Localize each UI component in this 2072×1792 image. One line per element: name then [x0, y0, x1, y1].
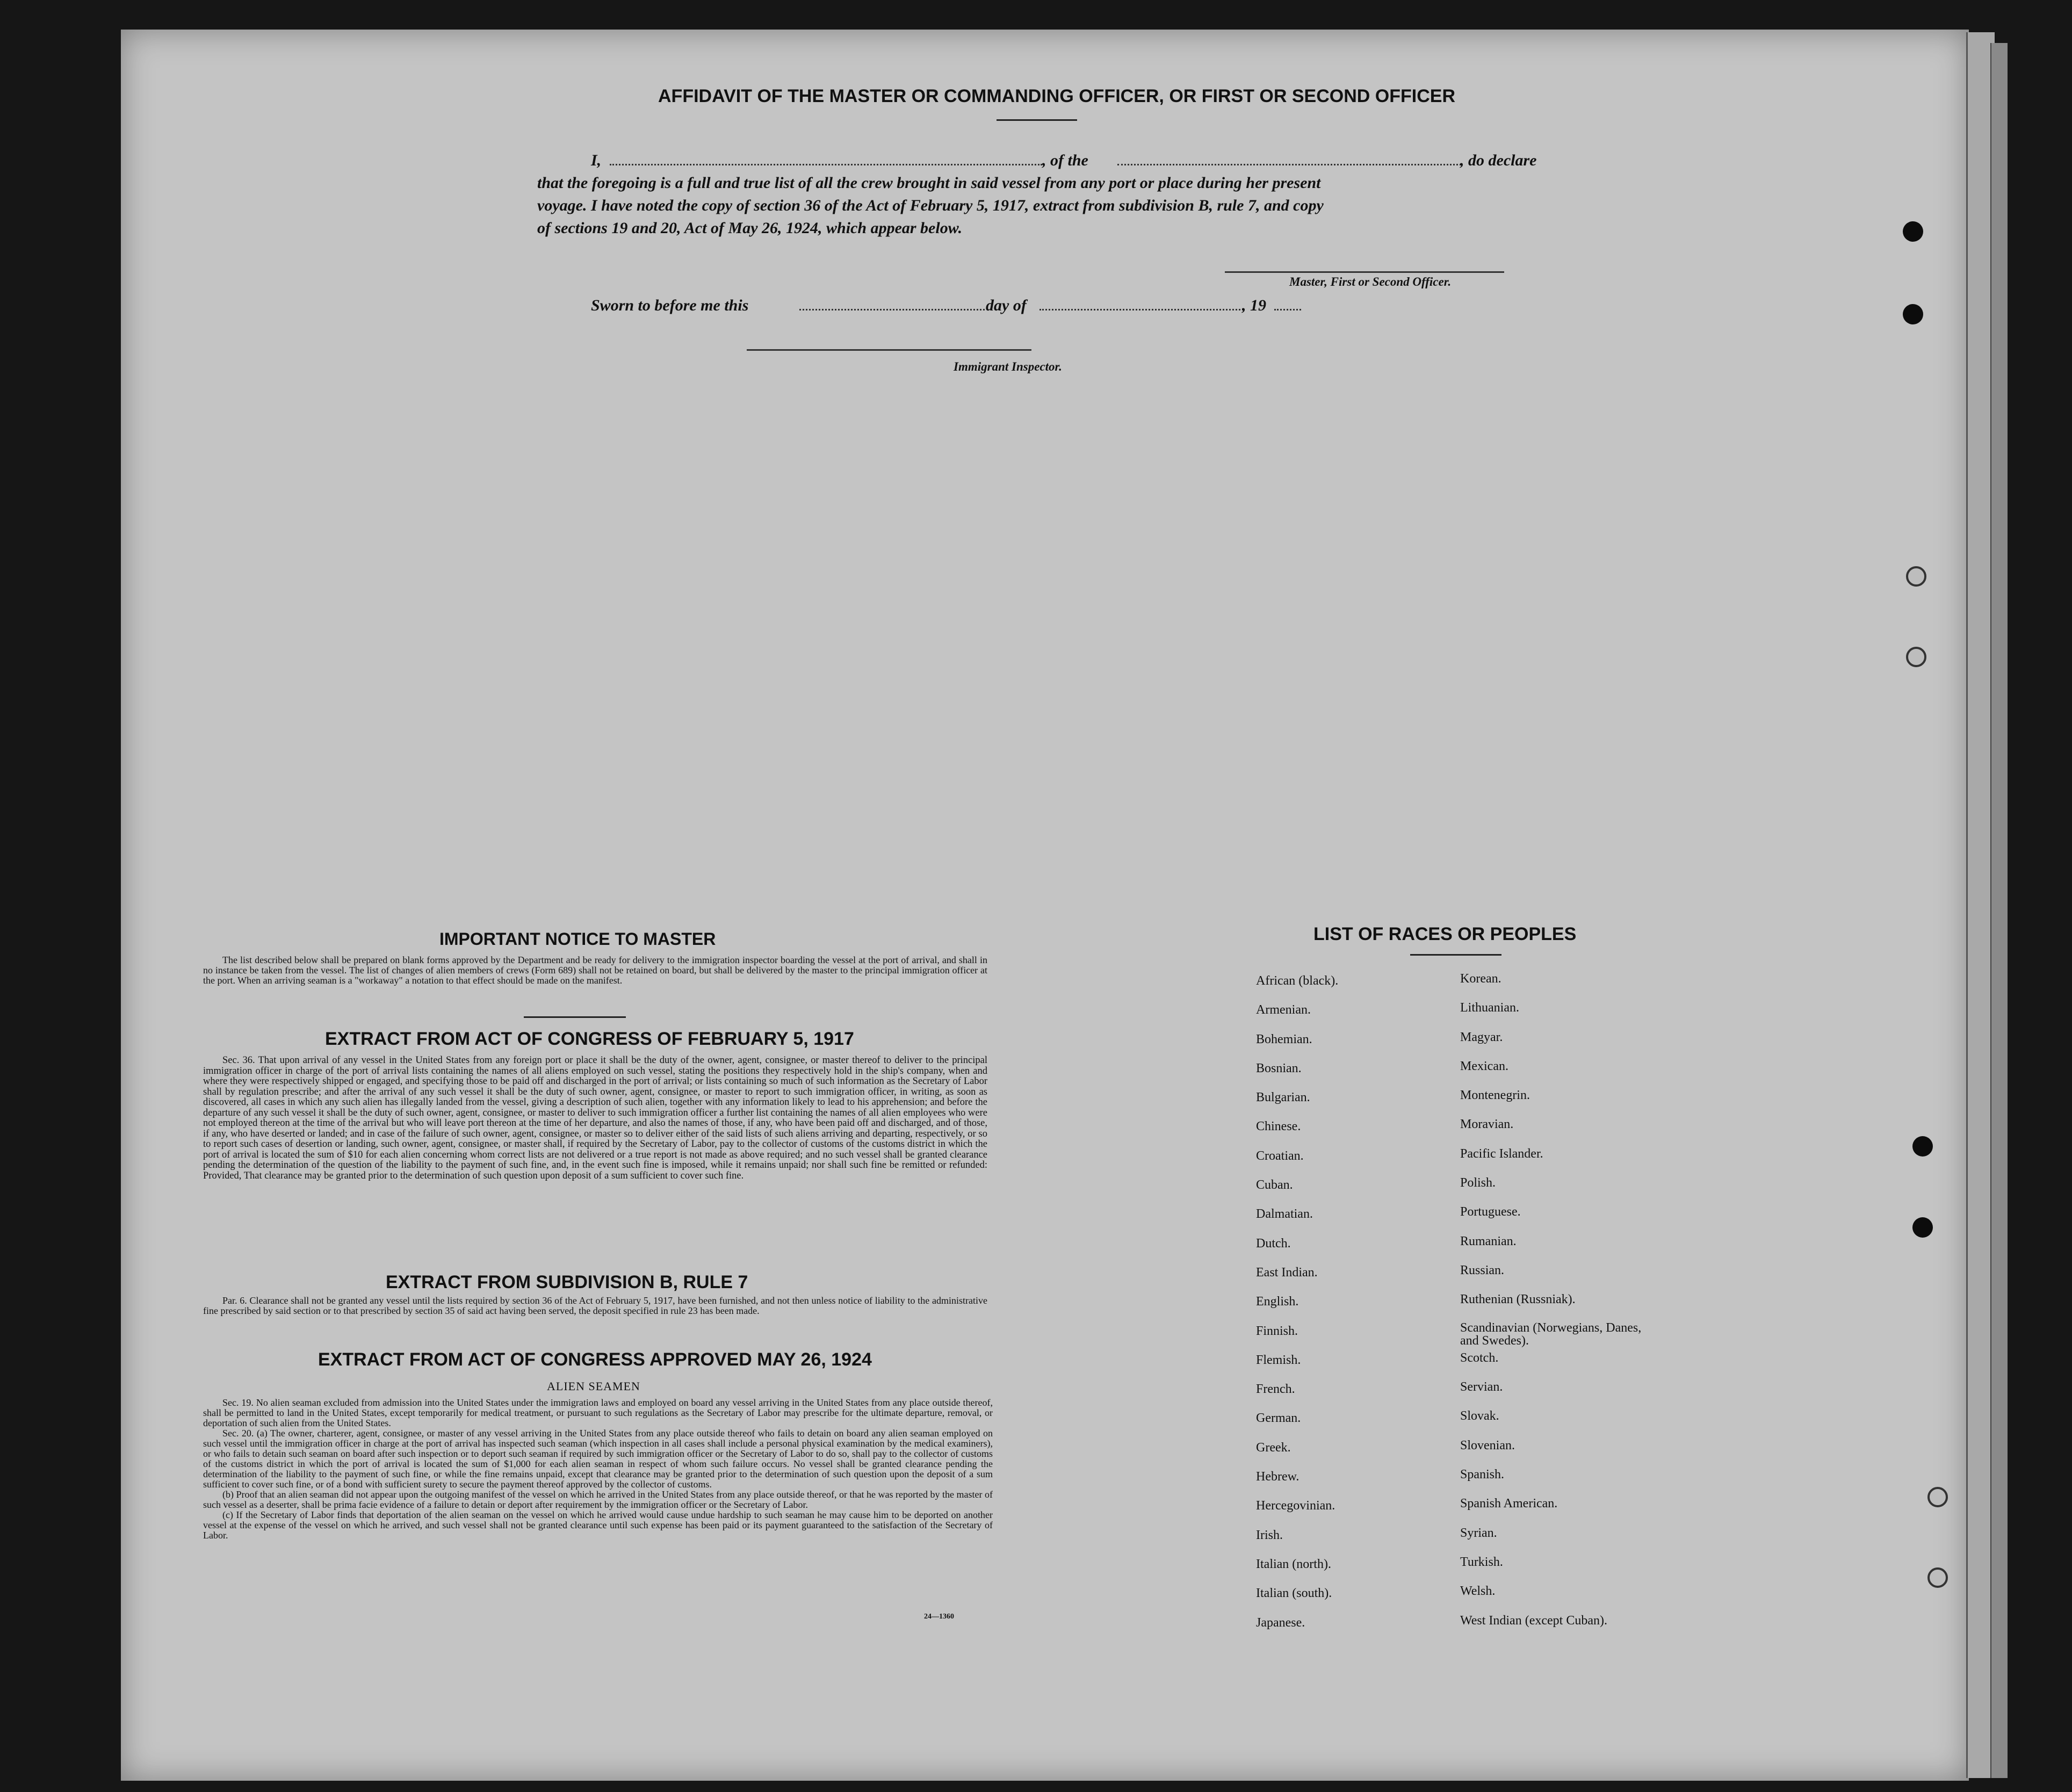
section-20a: Sec. 20. (a) The owner, charterer, agent, consignee, or master of any vessel arriving in the United States from any place outside thereof who fails to detain on board any alien seaman employed on such vessel until the immigration officer in charge at the port of arrival has inspected such seaman (which inspection in all cases shall include a personal physical examination by the medical examiners), or who fails to detain such seaman on board after such inspection or to deport such seaman if required by such immigration officer or the Secretary of Labor to do so, shall pay to the collector of customs of the customs district in which the port of arrival is located the sum of $1,000 for each alien seaman in respect of whom such failure occurs. No vessel shall be granted clearance pending the determination of the liability to the payment of such fine, or while the fine remains unpaid, except that clearance may be granted prior to the determination of such question upon the deposit of a sum sufficient to cover such fine, or of a bond with sufficient surety to secure the payment thereof approved by the collector of customs. — [203, 1428, 993, 1490]
punch-hole-icon — [1927, 1487, 1948, 1507]
divider — [1410, 954, 1501, 956]
extract-1917-title: EXTRACT FROM ACT OF CONGRESS OF FEBRUARY 5, 1917 — [325, 1029, 854, 1049]
punch-hole-icon — [1906, 566, 1926, 587]
form-code: 24—1360 — [924, 1613, 954, 1621]
race-item: Servian. — [1460, 1380, 1503, 1394]
race-item: Bohemian. — [1256, 1032, 1312, 1046]
race-item: Chinese. — [1256, 1119, 1301, 1134]
race-item: Irish. — [1256, 1528, 1283, 1542]
race-item: Rumanian. — [1460, 1234, 1517, 1248]
race-item: Scandinavian (Norwegians, Danes, and Swedes). — [1460, 1320, 1642, 1348]
race-item: Italian (north). — [1256, 1557, 1331, 1571]
race-item: Slovak. — [1460, 1409, 1499, 1424]
sworn-label: Sworn to before me this — [591, 297, 749, 314]
race-item: West Indian (except Cuban). — [1460, 1613, 1607, 1628]
race-item: Mexican. — [1460, 1059, 1508, 1073]
race-item: Croatian. — [1256, 1148, 1304, 1163]
race-item: French. — [1256, 1382, 1295, 1397]
notice-title: IMPORTANT NOTICE TO MASTER — [439, 929, 716, 949]
race-item: African (black). — [1256, 974, 1339, 988]
race-item: Hebrew. — [1256, 1470, 1299, 1484]
sworn-date-field[interactable] — [799, 309, 985, 310]
divider — [524, 1016, 626, 1018]
punch-hole-icon — [1903, 221, 1923, 242]
race-item: German. — [1256, 1411, 1301, 1426]
race-item: Syrian. — [1460, 1526, 1497, 1540]
race-item: Spanish American. — [1460, 1497, 1558, 1511]
race-item: Italian (south). — [1256, 1586, 1332, 1601]
vessel-field[interactable] — [1117, 164, 1461, 165]
race-item: Russian. — [1460, 1263, 1505, 1277]
sworn-year-field[interactable] — [1274, 309, 1301, 310]
race-item: Magyar. — [1460, 1030, 1503, 1044]
race-item: Armenian. — [1256, 1003, 1311, 1017]
notice-text: The list described below shall be prepared on blank forms approved by the Department and be ready for delivery to the immigration inspector boarding the vessel at the port of arrival, and shall in no instance be taken from the vessel. The list of changes of alien members of crews (Form 689) shall not be retained on board, but shall be delivered by the master to the principal immigration officer at the port. When an arriving seaman is a "workaway" a notation to that effect should be made on the manifest. — [203, 955, 987, 986]
race-item: Bulgarian. — [1256, 1090, 1310, 1105]
race-item: Dalmatian. — [1256, 1207, 1313, 1222]
punch-hole-icon — [1927, 1567, 1948, 1588]
affidavit-body-line: that the foregoing is a full and true list of all the crew brought in said vessel from any port or place during her present — [537, 174, 1321, 192]
race-item: English. — [1256, 1295, 1299, 1309]
race-item: Scotch. — [1460, 1350, 1499, 1365]
inspector-caption: Immigrant Inspector. — [954, 360, 1062, 373]
extract-1924-title: EXTRACT FROM ACT OF CONGRESS APPROVED MAY 26, 1924 — [318, 1349, 872, 1370]
races-right-column — [1460, 971, 1654, 1642]
section-20b: (b) Proof that an alien seaman did not appear upon the outgoing manifest of the vessel on which he arrived in the United States from any place outside thereof, or that he was reported by the master of such vessel as a deserter, shall be prima facie evidence of a failure to detain or deport after requirement by the immigration officer or the Secretary of Labor. — [203, 1489, 993, 1510]
name-field[interactable] — [610, 164, 1042, 165]
rule7-title: EXTRACT FROM SUBDIVISION B, RULE 7 — [386, 1272, 748, 1292]
affidavit-body-line: voyage. I have noted the copy of section 36 of the Act of February 5, 1917, extract from subdivision B, rule 7, and copy — [537, 197, 1324, 214]
race-item: Korean. — [1460, 972, 1501, 986]
sworn-month-field[interactable] — [1039, 309, 1244, 310]
do-declare-label: , do declare — [1460, 151, 1537, 169]
punch-hole-icon — [1912, 1136, 1933, 1157]
affidavit-title: AFFIDAVIT OF THE MASTER OR COMMANDING OFFICER, OR FIRST OR SECOND OFFICER — [658, 86, 1455, 106]
race-item: Moravian. — [1460, 1117, 1514, 1132]
race-item: Portuguese. — [1460, 1205, 1521, 1219]
inspector-signature-field[interactable] — [747, 349, 1031, 351]
section-20c: (c) If the Secretary of Labor finds that deportation of the alien seaman on the vessel on which he arrived would cause undue hardship to such seaman he may cause him to be deported on another vessel at the expense of the vessel on which he arrived, and such vessel shall not be granted clearance until such expense has been paid or its payment guaranteed to the satisfaction of the Secretary of Labor. — [203, 1509, 993, 1541]
race-item: Japanese. — [1256, 1615, 1305, 1630]
race-item: Dutch. — [1256, 1236, 1291, 1251]
race-item: Flemish. — [1256, 1353, 1301, 1367]
day-of-label: day of — [986, 297, 1027, 314]
races-left-column — [1256, 973, 1338, 1644]
affidavit-i-label: I, — [591, 151, 602, 169]
race-item: Greek. — [1256, 1440, 1291, 1455]
master-caption: Master, First or Second Officer. — [1289, 275, 1452, 288]
race-item: Spanish. — [1460, 1468, 1505, 1482]
divider — [997, 119, 1077, 121]
punch-hole-icon — [1906, 647, 1926, 667]
race-item: Turkish. — [1460, 1555, 1503, 1569]
sections-19-20-text — [203, 1398, 993, 1541]
section-19: Sec. 19. No alien seaman excluded from admission into the United States under the immigration laws and employed on board any vessel arriving in the United States from any place outside thereof, shall be permitted to land in the United States, except temporarily for medical treatment, or pursuant to such regulations as the Secretary of Labor may prescribe for the ultimate departure, removal, or deportation of such alien from the United States. — [203, 1397, 993, 1428]
master-signature-field[interactable] — [1225, 271, 1504, 273]
year-label: , 19 — [1242, 297, 1266, 314]
race-item: East Indian. — [1256, 1265, 1318, 1280]
race-item: Polish. — [1460, 1176, 1496, 1190]
affidavit-body-line: of sections 19 and 20, Act of May 26, 1924, which appear below. — [537, 219, 963, 237]
race-item: Finnish. — [1256, 1324, 1298, 1338]
race-item: Hercegovinian. — [1256, 1499, 1335, 1513]
race-item: Pacific Islander. — [1460, 1146, 1543, 1161]
of-the-label: , of the — [1042, 151, 1088, 169]
race-item: Welsh. — [1460, 1584, 1496, 1599]
punch-hole-icon — [1903, 304, 1923, 324]
race-item: Bosnian. — [1256, 1061, 1302, 1075]
race-item: Cuban. — [1256, 1178, 1293, 1193]
race-item: Ruthenian (Russniak). — [1460, 1292, 1576, 1307]
race-item: Montenegrin. — [1460, 1088, 1530, 1103]
punch-hole-icon — [1912, 1217, 1933, 1238]
race-item: Lithuanian. — [1460, 1001, 1519, 1015]
races-title: LIST OF RACES OR PEOPLES — [1313, 924, 1577, 944]
section-36-text: Sec. 36. That upon arrival of any vessel in the United States from any foreign port or place it shall be the duty of the owner, agent, consignee, or master thereof to deliver to the principal immigration officer in charge of the port of arrival lists containing the names of all aliens employed on such vessel, stating the positions they respectively hold in the ship's company, when and where they were respectively shipped or engaged, and specifying those to be paid off and discharged in the port of arrival; or lists containing so much of such information as the Secretary of Labor shall by regulation prescribe; and after the arrival of any such vessel it shall be the duty of such owner, agent, consignee, or master to report to such immigration officer, in writing, as soon as discovered, all cases in which any such alien has illegally landed from the vessel, giving a description of such alien, together with any information likely to lead to his apprehension; and before the departure of any such vessel it shall be the duty of such owner, agent, consignee, or master to deliver to such immigration officer a further list containing the names of all alien employees who were not employed thereon at the time of the arrival but who will leave port thereon at the time of her departure, and also the names of those, if any, who have been paid off and discharged, and of those, if any, who have deserted or landed; and in case of the failure of such owner, agent, consignee, or master so to deliver either of the said lists of such aliens arriving and departing, respectively, or so to report such cases of desertion or landing, such owner, agent, consignee, or master shall, if required by the Secretary of Labor, pay to the collector of customs of the customs district in which the port of arrival is located the sum of $10 for each alien concerning whom correct lists are not delivered or a true report is not made as above required; and no such vessel shall be granted clearance pending the determination of the question of the liability to the payment of such fine, and, in the event such fine is imposed, while it remains unpaid; nor shall such fine be remitted or refunded: Provided, That clearance may be granted prior to the determination of such question upon deposit of a sum sufficient to cover such fine. — [203, 1055, 987, 1181]
race-item: Slovenian. — [1460, 1438, 1515, 1453]
rule7-text: Par. 6. Clearance shall not be granted any vessel until the lists required by section 36 of the Act of February 5, 1917, have been furnished, and not then unless notice of liability to the administrative fine prescribed by said section or to that prescribed by section 35 of said act having been served, the deposit specified in rule 23 has been made. — [203, 1295, 987, 1316]
page-edge-back — [1990, 43, 2008, 1778]
alien-seamen-subtitle: ALIEN SEAMEN — [547, 1379, 640, 1393]
